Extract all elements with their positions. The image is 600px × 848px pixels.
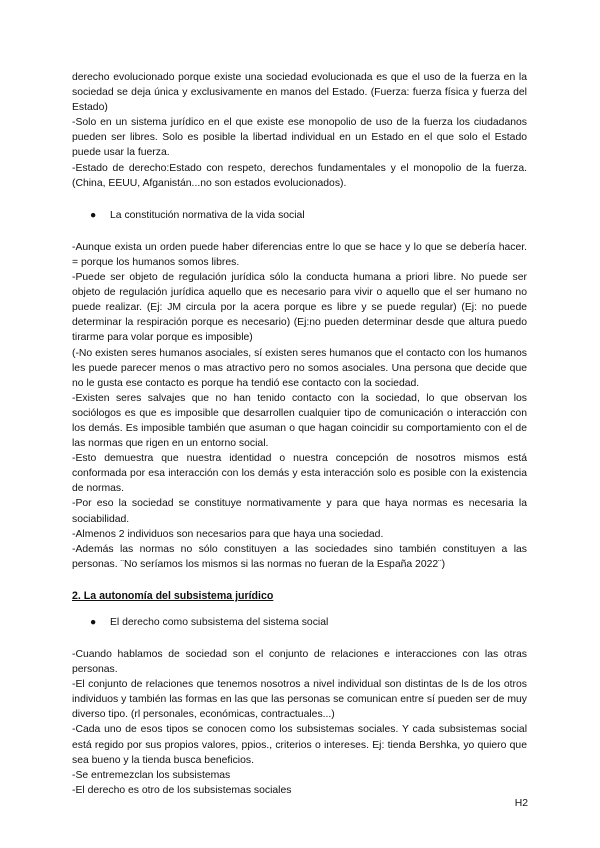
section1-bullet-text: La constitución normativa de la vida social [110,209,305,221]
document-body [72,70,527,798]
page-number: H2 [514,798,528,809]
bullet-dot-icon: ● [90,209,97,221]
section1-paragraph-5: -Esto demuestra que nuestra identidad o nuestra concepción de nosotros mismos está conformada por esa interacción con los demás y esta interacción solo es posible con la existencia de normas. [72,453,527,495]
section2-paragraph-4: -Se entremezclan los subsistemas [72,769,231,781]
section1-bullet [72,208,527,223]
bullet-dot-icon: ● [90,616,97,628]
section2-paragraph-1: -Cuando hablamos de sociedad son el conjunto de relaciones e interacciones con las otras personas. [72,649,527,676]
section2-bullet [72,615,527,630]
intro-paragraph-3: -Estado de derecho:Estado con respeto, derechos fundamentales y el monopolio de la fuerza. (China, EEUU, Afganistán...no son estados evolucionados). [72,162,527,189]
section2-heading: 2. La autonomía del subsistema jurídico [72,589,274,602]
section2-paragraph-3: -Cada uno de esos tipos se conocen como los subsistemas sociales. Y cada subsistemas social está regido por sus propios valores, ppios., criterios o intereses. Ej: tienda Bershka, yo quiero que sea bueno y la tienda busca beneficios. [72,724,527,766]
section2-bullet-text: El derecho como subsistema del sistema social [110,616,329,628]
section1-paragraph-6: -Por eso la sociedad se constituye normativamente y para que haya normas es necesaria la sociabilidad. [72,498,527,525]
intro-paragraph-1: derecho evolucionado porque existe una sociedad evolucionada es que el uso de la fuerza en la sociedad se deja única y exclusivamente en manos del Estado. (Fuerza: fuerza física y fuerza del Estado) [72,72,527,114]
section1-paragraph-8: -Además las normas no sólo constituyen a las sociedades sino también constituyen a las personas. ¨No seríamos los mismos si las normas no fueran de la España 2022¨) [72,543,527,570]
section2-paragraph-2: -El conjunto de relaciones que tenemos nosotros a nivel individual son distintas de ls de los otros individuos y también las formas en las que las personas se comunican entre sí pueden ser de muy diverso tipo. (rl personales, económicas, contractuales...) [72,679,527,721]
section1-paragraph-1: -Aunque exista un orden puede haber diferencias entre lo que se hace y lo que se debería hacer. = porque los humanos somos libres. [72,241,527,268]
section1-paragraph-2: -Puede ser objeto de regulación jurídica sólo la conducta humana a priori libre. No puede ser objeto de regulación jurídica aquello que es necesario para vivir o aquello que el ser humano no puede realizar. (Ej: JM circula por la acera porque es libre y se puede regular) (Ej: no puede determinar la respiración porque es necesario) (Ej:no pueden determinar desde que altura puedo tirarme para volar porque es imposible) [72,272,527,344]
section2-paragraph-5: -El derecho es otro de los subsistemas sociales [72,784,292,796]
section1-paragraph-3: (-No existen seres humanos asociales, sí existen seres humanos que el contacto con los humanos les puede parecer menos o mas atractivo pero no somos asociales. Una persona que decide que no le gusta ese contacto es porque ha tendió ese contacto con la sociedad. [72,347,527,389]
section1-paragraph-4: -Existen seres salvajes que no han tenido contacto con la sociedad, lo que observan los sociólogos es que es imposible que desarrollen cualquier tipo de comunicación o interacción con los demás. Es imposible también que asuman o que hagan coincidir su comportamiento con el de las normas que rigen en un entorno social. [72,392,527,450]
section1-paragraph-7: -Almenos 2 individuos son necesarios para que haya una sociedad. [72,528,384,540]
intro-paragraph-2: -Solo en un sistema jurídico en el que existe ese monopolio de uso de la fuerza los ciudadanos pueden ser libres. Solo es posible la libertad individual en un Estado en el que solo el Estado puede usar la fuerza. [72,117,527,159]
